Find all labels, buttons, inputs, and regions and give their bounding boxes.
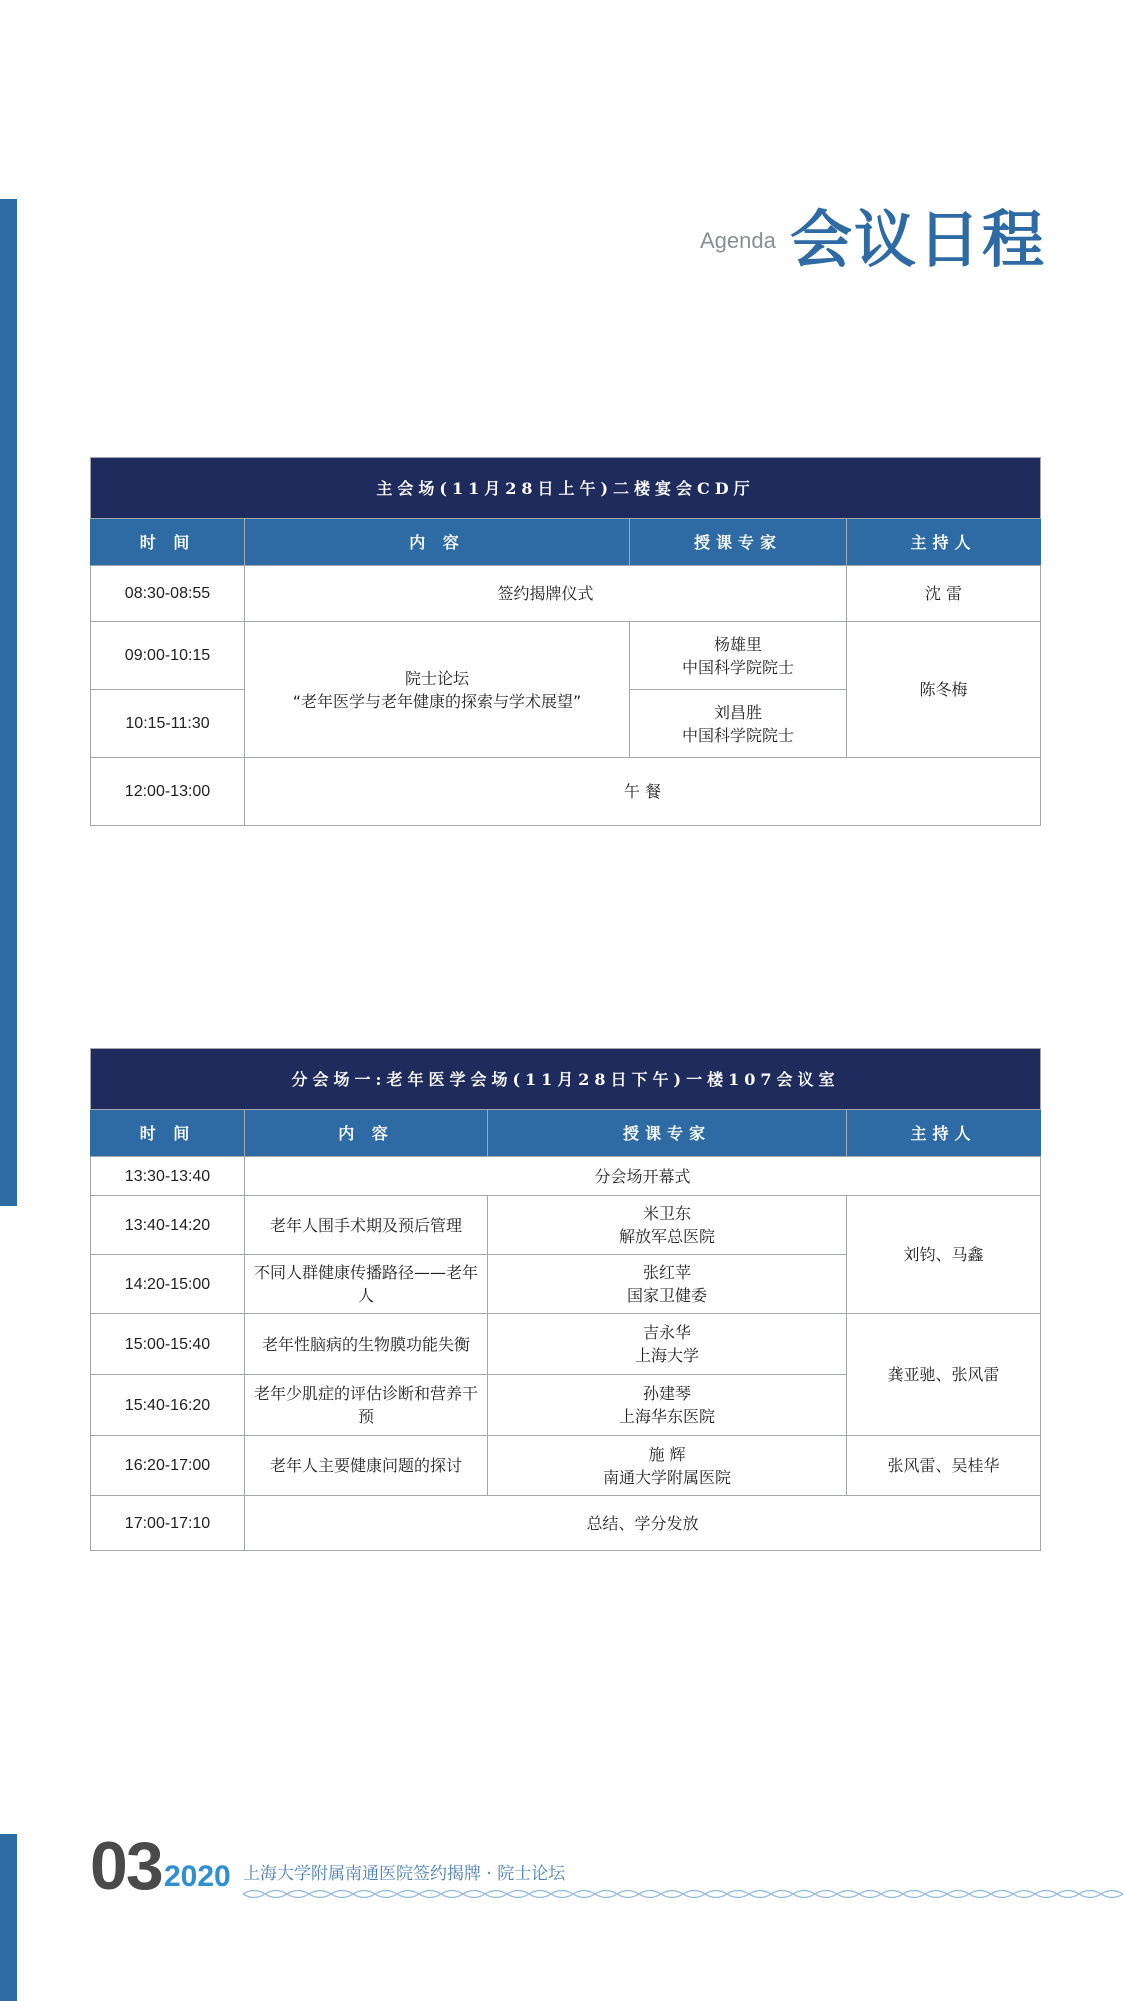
content-cell: 总结、学分发放 — [245, 1496, 1041, 1551]
sub-venue-table — [90, 1048, 1041, 1551]
agenda-label: Agenda — [700, 228, 776, 253]
expert-org: 解放军总医院 — [618, 1227, 715, 1246]
column-header-host: 主持人 — [847, 519, 1041, 566]
left-accent-bar-bottom — [0, 1834, 17, 2001]
expert-org: 中国科学院院士 — [681, 725, 794, 745]
time-cell: 10:15-11:30 — [91, 690, 245, 758]
table-row — [91, 1314, 1041, 1375]
expert-org: 上海华东医院 — [618, 1407, 715, 1426]
expert-cell — [488, 1196, 847, 1255]
content-cell: 老年少肌症的评估诊断和营养干预 — [245, 1375, 488, 1436]
table-row — [91, 1157, 1041, 1196]
expert-name: 米卫东 — [642, 1204, 691, 1223]
time-cell: 13:40-14:20 — [91, 1196, 245, 1255]
time-cell: 13:30-13:40 — [91, 1157, 245, 1196]
expert-name: 施 辉 — [648, 1444, 686, 1464]
expert-name: 张红苹 — [642, 1263, 691, 1282]
expert-name: 杨雄里 — [713, 634, 762, 654]
expert-name: 吉永华 — [642, 1323, 691, 1342]
table-row — [91, 622, 1041, 690]
column-header-expert: 授课专家 — [630, 519, 847, 566]
expert-cell — [488, 1255, 847, 1314]
page-number: 03 — [90, 1828, 162, 1904]
expert-cell — [630, 690, 847, 758]
expert-org: 中国科学院院士 — [681, 657, 794, 677]
content-cell: 分会场开幕式 — [245, 1157, 1041, 1196]
host-cell: 龚亚驰、张风雷 — [847, 1314, 1041, 1436]
footer-year: 2020 — [164, 1860, 231, 1893]
expert-org: 上海大学 — [634, 1346, 699, 1365]
column-header-time: 时 间 — [91, 1110, 245, 1157]
host-cell: 沈 雷 — [847, 566, 1041, 622]
table-title: 主会场(11月28日上午)二楼宴会CD厅 — [91, 458, 1041, 519]
content-cell: 老年人主要健康问题的探讨 — [245, 1436, 488, 1496]
column-header-expert: 授课专家 — [488, 1110, 847, 1157]
time-cell: 15:00-15:40 — [91, 1314, 245, 1375]
column-header-content: 内 容 — [245, 1110, 488, 1157]
table-row — [91, 1436, 1041, 1496]
host-cell: 陈冬梅 — [847, 622, 1041, 758]
column-header-host: 主持人 — [847, 1110, 1041, 1157]
expert-org: 南通大学附属医院 — [602, 1467, 731, 1487]
table-row — [91, 566, 1041, 622]
expert-cell — [630, 622, 847, 690]
time-cell: 08:30-08:55 — [91, 566, 245, 622]
left-accent-bar — [0, 199, 17, 1206]
expert-name: 刘昌胜 — [713, 702, 762, 722]
table-title: 分会场一:老年医学会场(11月28日下午)一楼107会议室 — [91, 1049, 1041, 1110]
time-cell: 14:20-15:00 — [91, 1255, 245, 1314]
footer-text: 上海大学附属南通医院签约揭牌 · 院士论坛 — [243, 1864, 566, 1884]
host-cell: 刘钧、马鑫 — [847, 1196, 1041, 1314]
dna-wave-decoration — [243, 1887, 1126, 1901]
content-line: 院士论坛 — [404, 668, 469, 688]
content-cell: 午 餐 — [245, 758, 1041, 826]
time-cell: 15:40-16:20 — [91, 1375, 245, 1436]
content-cell: 老年性脑病的生物膜功能失衡 — [245, 1314, 488, 1375]
content-cell — [245, 622, 630, 758]
content-cell: 老年人围手术期及预后管理 — [245, 1196, 488, 1255]
time-cell: 17:00-17:10 — [91, 1496, 245, 1551]
main-venue-table — [90, 457, 1041, 826]
expert-name: 孙建琴 — [642, 1384, 691, 1403]
time-cell: 16:20-17:00 — [91, 1436, 245, 1496]
host-cell: 张风雷、吴桂华 — [847, 1436, 1041, 1496]
expert-cell — [488, 1375, 847, 1436]
page-title: 会议日程 — [790, 203, 1047, 276]
time-cell: 12:00-13:00 — [91, 758, 245, 826]
expert-cell — [488, 1436, 847, 1496]
content-cell: 签约揭牌仪式 — [245, 566, 847, 622]
time-cell: 09:00-10:15 — [91, 622, 245, 690]
content-cell: 不同人群健康传播路径——老年人 — [245, 1255, 488, 1314]
table-row — [91, 1196, 1041, 1255]
expert-cell — [488, 1314, 847, 1375]
content-line: “老年医学与老年健康的探索与学术展望” — [292, 691, 582, 711]
column-header-time: 时 间 — [91, 519, 245, 566]
table-row — [91, 1496, 1041, 1551]
expert-org: 国家卫健委 — [626, 1286, 707, 1305]
table-row — [91, 758, 1041, 826]
column-header-content: 内 容 — [245, 519, 630, 566]
